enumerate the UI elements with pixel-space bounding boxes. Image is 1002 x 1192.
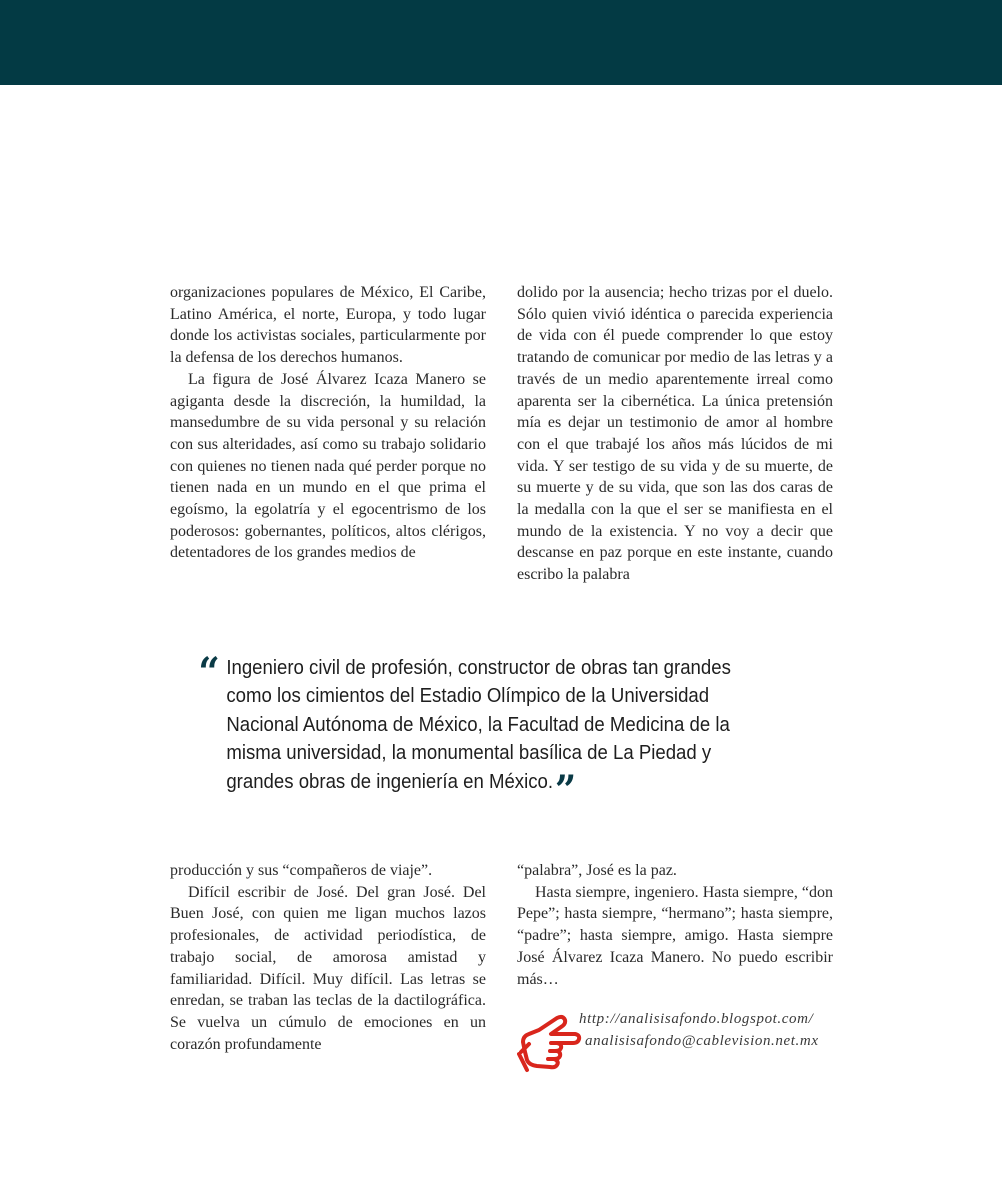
open-quote-mark: “ xyxy=(198,649,220,696)
contact-links xyxy=(517,1008,817,1078)
article-column-bottom-right xyxy=(517,860,833,990)
blog-link[interactable]: http://analisisafondo.blogspot.com/ xyxy=(579,1011,814,1027)
close-quote-mark: ” xyxy=(554,766,577,814)
paragraph: La figura de José Álvarez Icaza Manero se agiganta desde la discreción, la humildad, la mansedumbre de su vida personal y su relación con sus alteridades, así como su trabajo solidario con quienes no tienen nada qué perder porque no tienen nada en un mundo en el que prima el egoísmo, la egolatría y el egocentrismo de los poderosos: gobernantes, políticos, altos clérigos, detentadores de los grandes medios de xyxy=(170,370,486,562)
article-column-bottom-left xyxy=(170,860,486,1055)
article-column-top-right xyxy=(517,282,833,586)
pull-quote xyxy=(198,649,743,814)
header-bar xyxy=(0,0,1002,85)
paragraph: organizaciones populares de México, El Caribe, Latino América, el norte, Europa, y todo lugar donde los activistas sociales, particularmente por la defensa de los derechos humanos. xyxy=(170,284,486,367)
email-link[interactable]: analisisafondo@cablevision.net.mx xyxy=(585,1033,819,1049)
pull-quote-body: Ingeniero civil de profesión, constructor de obras tan grandes como los cimientos del Estadio Olímpico de la Universidad Nacional Autónoma de México, la Facultad de Medicina de la misma universidad, la monumental basílica de La Piedad y grandes obras de ingeniería en México. xyxy=(226,657,731,793)
pointing-hand-icon xyxy=(517,1008,583,1074)
paragraph: Difícil escribir de José. Del gran José. Del Buen José, con quien me ligan muchos lazos profesionales, de actividad periodística, de trabajo social, de amorosa amistad y familiaridad. Difícil. Muy difícil. Las letras se enredan, se traban las teclas de la dactilográfica. Se vuelva un cúmulo de emociones en un corazón profundamente xyxy=(170,883,486,1053)
paragraph: dolido por la ausencia; hecho trizas por el duelo. Sólo quien vivió idéntica o parecida experiencia de vida con él puede comprender lo que estoy tratando de comunicar por medio de las letras y a través de un medio aparentemente irreal como aparenta ser la cibernética. La única pretensión mía es dejar un testimonio de amor al hombre con el que trabajé los años más lúcidos de mi vida. Y ser testigo de su vida y de su muerte, de su muerte y de su vida, que son las dos caras de la medalla con la que el ser se manifiesta en el mundo de la existencia. Y no voy a decir que descanse en paz porque en este instante, cuando escribo la palabra xyxy=(517,284,833,584)
pull-quote-text xyxy=(204,654,743,814)
paragraph: producción y sus “compañeros de viaje”. xyxy=(170,862,433,879)
paragraph: “palabra”, José es la paz. xyxy=(517,862,677,879)
article-column-top-left xyxy=(170,282,486,564)
paragraph: Hasta siempre, ingeniero. Hasta siempre, “don Pepe”; hasta siempre, “hermano”; hasta siempre, “padre”; hasta siempre, amigo. Hasta siempre José Álvarez Icaza Manero. No puedo escribir más… xyxy=(517,883,833,988)
